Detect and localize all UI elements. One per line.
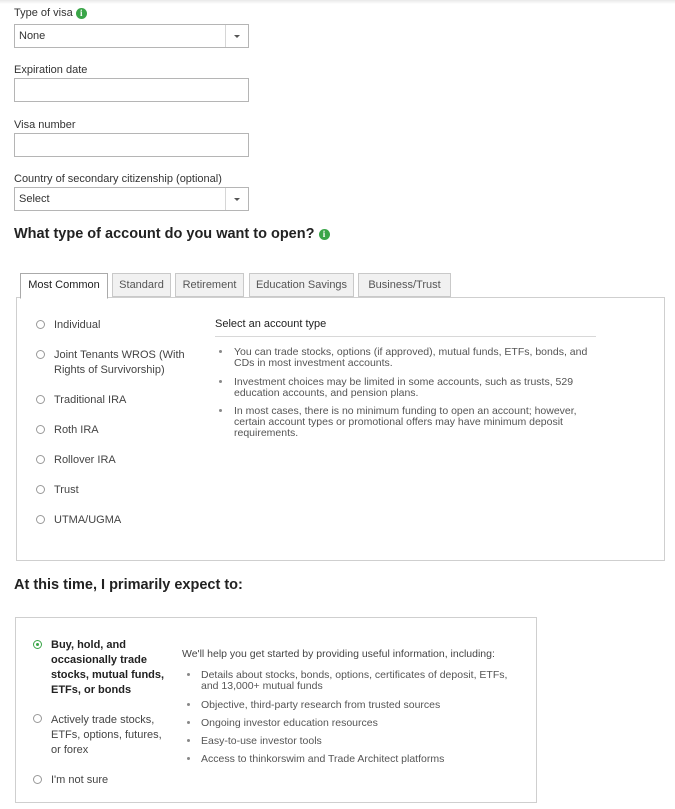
account-info-bullet: In most cases, there is no minimum funding to open an account; however, certain account types or promotional offers may have minimum deposit requirements. <box>234 405 577 439</box>
country-select[interactable] <box>14 187 249 211</box>
visa-type-select[interactable] <box>14 24 249 48</box>
option-rollover-ira[interactable]: Rollover IRA <box>54 454 116 466</box>
expect-heading: At this time, I primarily expect to: <box>14 577 243 593</box>
tab-retirement[interactable]: Retirement <box>175 273 244 297</box>
option-traditional-ira[interactable]: Traditional IRA <box>54 394 127 406</box>
visa-type-value: None <box>19 30 46 42</box>
country-value: Select <box>19 193 50 205</box>
tab-business-trust[interactable]: Business/Trust <box>358 273 451 297</box>
info-icon[interactable]: i <box>76 8 87 19</box>
chevron-down-icon[interactable] <box>225 188 248 210</box>
chevron-down-icon[interactable] <box>225 25 248 47</box>
expiration-date-label: Expiration date <box>14 64 88 76</box>
bullet-dot <box>219 350 222 353</box>
expect-bullet: Access to thinkorswim and Trade Architect platforms <box>201 753 445 765</box>
visa-type-label <box>14 7 87 19</box>
option-individual[interactable]: Individual <box>54 319 101 331</box>
radio-rollover-ira[interactable] <box>36 455 45 464</box>
country-label: Country of secondary citizenship (optional) <box>14 173 222 185</box>
tab-most-common[interactable]: Most Common <box>20 273 108 299</box>
expect-bullet: Details about stocks, bonds, options, certificates of deposit, ETFs, and 13,000+ mutual funds <box>201 669 508 692</box>
radio-utma-ugma[interactable] <box>36 515 45 524</box>
radio-buy-hold[interactable] <box>33 640 42 649</box>
tab-education-savings[interactable]: Education Savings <box>249 273 354 297</box>
bullet-dot <box>187 703 190 706</box>
expect-intro: We'll help you get started by providing useful information, including: <box>182 648 495 660</box>
divider <box>215 336 596 337</box>
account-info-bullet: You can trade stocks, options (if approved), mutual funds, ETFs, bonds, and CDs in most investment accounts. <box>234 346 588 369</box>
bullet-dot <box>187 721 190 724</box>
bullet-dot <box>187 739 190 742</box>
visa-number-label: Visa number <box>14 119 76 131</box>
option-roth-ira[interactable]: Roth IRA <box>54 424 99 436</box>
option-joint-tenants[interactable]: Joint Tenants WROS (With Rights of Survivorship) <box>54 349 185 376</box>
radio-individual[interactable] <box>36 320 45 329</box>
option-trust[interactable]: Trust <box>54 484 79 496</box>
expect-bullet: Objective, third-party research from trusted sources <box>201 699 441 711</box>
expiration-date-input[interactable] <box>14 78 249 102</box>
tab-standard[interactable]: Standard <box>112 273 171 297</box>
radio-roth-ira[interactable] <box>36 425 45 434</box>
radio-active-trade[interactable] <box>33 714 42 723</box>
bullet-dot <box>187 757 190 760</box>
radio-traditional-ira[interactable] <box>36 395 45 404</box>
visa-type-label-text: Type of visa <box>14 7 73 19</box>
info-icon[interactable]: i <box>319 229 330 240</box>
top-shadow <box>0 0 675 4</box>
expect-bullet: Ongoing investor education resources <box>201 717 378 729</box>
bullet-dot <box>219 409 222 412</box>
expect-bullet: Easy-to-use investor tools <box>201 735 322 747</box>
option-utma-ugma[interactable]: UTMA/UGMA <box>54 514 122 526</box>
option-active-trade[interactable]: Actively trade stocks, ETFs, options, futures, or forex <box>51 714 162 756</box>
radio-trust[interactable] <box>36 485 45 494</box>
option-buy-hold[interactable]: Buy, hold, and occasionally trade stocks, mutual funds, ETFs, or bonds <box>51 639 165 696</box>
bullet-dot <box>219 380 222 383</box>
radio-joint-tenants[interactable] <box>36 350 45 359</box>
account-info-bullet: Investment choices may be limited in some accounts, such as trusts, 529 education accounts, and pension plans. <box>234 376 574 399</box>
radio-not-sure[interactable] <box>33 775 42 784</box>
bullet-dot <box>187 673 190 676</box>
account-type-heading <box>14 226 330 242</box>
account-info-title: Select an account type <box>215 318 327 330</box>
account-type-heading-text: What type of account do you want to open? <box>14 226 315 242</box>
option-not-sure[interactable]: I'm not sure <box>51 774 109 786</box>
visa-number-input[interactable] <box>14 133 249 157</box>
